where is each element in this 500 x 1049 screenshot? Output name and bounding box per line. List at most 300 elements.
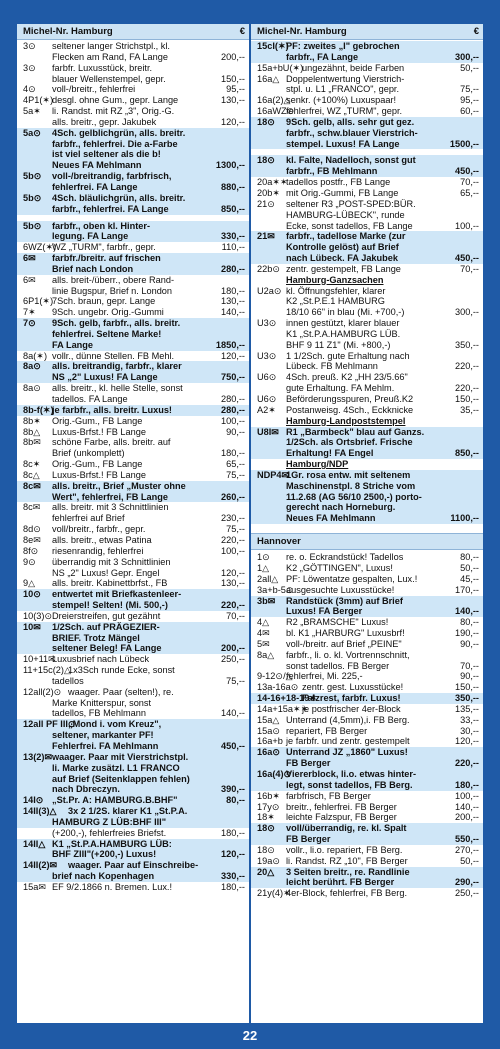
entry-price: 120,-- xyxy=(220,567,245,578)
catalog-entry-line xyxy=(251,823,483,834)
entry-description: Orig.-Gum., FB Lange xyxy=(52,415,143,426)
entry-description: überrandig mit 3 Schnittlinien xyxy=(52,556,171,567)
catalog-entry-line xyxy=(23,708,245,719)
catalog-entry-line xyxy=(23,546,245,557)
catalog-entry-line xyxy=(251,41,483,52)
entry-description: nach Lübeck. FA Jakubek xyxy=(286,253,398,264)
entry-price: 45,-- xyxy=(460,573,479,584)
catalog-entry-line xyxy=(17,128,249,139)
entry-description: farbfr., li. o. kl. Vortrennschnitt, xyxy=(286,649,410,660)
entry-description: Flecken am Rand, FA Lange xyxy=(52,51,168,62)
catalog-number: 5a⊙ xyxy=(23,127,41,138)
entry-price: 220,-- xyxy=(454,383,479,394)
catalog-entry-line xyxy=(23,698,245,709)
entry-description: 3x 2 1/2S. klarer K1 „St.P.A. xyxy=(68,806,188,817)
catalog-number: 8c△ xyxy=(23,469,40,480)
catalog-entry-line xyxy=(251,242,483,253)
catalog-entry-line xyxy=(17,806,249,817)
catalog-entry-line xyxy=(23,882,245,893)
catalog-entry-line xyxy=(17,149,249,160)
catalog-number: 21y(4)✶ xyxy=(257,888,291,899)
entry-description: tadellos xyxy=(52,675,84,686)
entry-description: farbfr. Luxusstück, breitr. xyxy=(52,62,153,73)
catalog-number: 8a⊙ xyxy=(23,361,41,372)
catalog-number: 4✉ xyxy=(257,628,270,639)
entry-price: 100,-- xyxy=(454,220,479,231)
entry-price: 95,-- xyxy=(460,95,479,106)
entry-price: 150,-- xyxy=(220,73,245,84)
catalog-number: 16a⊙ xyxy=(257,747,281,758)
entry-description: farbfr., FB Mehlmann xyxy=(286,166,378,177)
catalog-number: 4△ xyxy=(257,617,270,628)
entry-description: stempel. Luxus! FA Lange xyxy=(286,138,400,149)
entry-description: 1/2Sch. als Ortsbrief. Frische xyxy=(286,437,413,448)
catalog-entry-line xyxy=(251,834,483,845)
catalog-entry-line xyxy=(257,704,479,715)
entry-description: K1 „St.P.A.HAMBURG LÜB: xyxy=(52,838,172,849)
entry-description: farbfr./breitr. auf frischen xyxy=(52,253,161,264)
entry-description: Luxus-Brfst.! FB Lange xyxy=(52,469,146,480)
catalog-entry-line xyxy=(251,448,483,459)
entry-description: farbfr., FA Lange xyxy=(286,51,359,62)
catalog-number: 13a-16a⊙ xyxy=(257,682,299,693)
catalog-entry-line xyxy=(251,155,483,166)
section-heading: Hannover xyxy=(251,533,483,550)
entry-description: BRIEF. Trotz Mängel xyxy=(52,632,140,643)
catalog-entry-line xyxy=(257,84,479,95)
catalog-number: 6✉ xyxy=(23,274,36,285)
catalog-entry-line xyxy=(251,596,483,607)
catalog-number: 5b⊙ xyxy=(23,192,42,203)
entry-price: 330,-- xyxy=(220,231,245,242)
entry-description: farbfrisch, FB Berger xyxy=(286,790,371,801)
catalog-entry-line xyxy=(23,52,245,63)
catalog-entry-line xyxy=(257,416,479,427)
catalog-entry-line xyxy=(257,199,479,210)
entry-description: Fehlerfrei. FA Mehlmann xyxy=(52,741,159,751)
catalog-entry-line xyxy=(17,633,249,644)
catalog-number: 14II△ xyxy=(23,838,46,849)
catalog-entry-line xyxy=(251,231,483,242)
catalog-entry-line xyxy=(257,106,479,117)
catalog-number: 16b✶ xyxy=(257,790,281,801)
catalog-entry-line xyxy=(23,383,245,394)
catalog-entry-line xyxy=(23,665,245,676)
catalog-entry-line xyxy=(257,726,479,737)
subsection-heading: Hamburg/NDP xyxy=(286,459,349,470)
entry-description: fehlerfrei. Seltene Marke! xyxy=(52,328,162,339)
entry-price: 150,-- xyxy=(454,394,479,404)
entry-price: 150,-- xyxy=(454,682,479,693)
catalog-number: 8b✶ xyxy=(23,415,41,426)
catalog-entry-line xyxy=(23,286,245,297)
entry-price: 350,-- xyxy=(454,339,479,350)
entry-description: NS „2" Luxus! Gepr. Engel xyxy=(52,567,160,578)
catalog-number: 3⊙ xyxy=(23,41,36,51)
entry-description: gerecht nach Horneburg. xyxy=(286,502,396,513)
entry-description: kl. Falte, Nadelloch, sonst gut xyxy=(286,155,416,166)
entry-price: 135,-- xyxy=(454,703,479,714)
entry-price: 300,-- xyxy=(454,307,479,318)
catalog-number: 20a✶✶ xyxy=(257,177,288,188)
catalog-entry-line xyxy=(257,296,479,307)
catalog-number: 20b✶ xyxy=(257,187,281,198)
catalog-entry-line xyxy=(251,513,483,524)
entry-description: farbfr., fehlerfrei. FA Lange xyxy=(52,203,169,214)
entry-description: voll-/breitr. auf Brief „PEINE" xyxy=(286,638,402,649)
entry-description: tadellos, FB Mehlmann xyxy=(52,708,146,719)
entry-description: brief nach Kopenhagen xyxy=(52,871,155,882)
column-header-title: Michel-Nr. Hamburg xyxy=(23,26,113,37)
entry-price: 35,-- xyxy=(460,404,479,415)
catalog-number: NDP4✉ xyxy=(257,469,290,480)
catalog-number: 20△ xyxy=(257,866,275,877)
entry-description: seltener, markanter PF! xyxy=(52,730,154,741)
entry-description: PF: zweites „I" gebrochen xyxy=(286,41,400,51)
catalog-entry-line xyxy=(23,513,245,524)
catalog-entry-line xyxy=(257,361,479,372)
catalog-entry-line xyxy=(257,585,479,596)
catalog-entry-line xyxy=(257,74,479,85)
catalog-entry-line xyxy=(23,470,245,481)
catalog-number: 14a+15a✶✶ xyxy=(257,703,309,714)
catalog-entry-line xyxy=(23,578,245,589)
entry-description: zentr. gest. Luxusstücke! xyxy=(302,682,404,693)
catalog-entry-line xyxy=(257,682,479,693)
entry-price: 750,-- xyxy=(220,372,245,383)
entry-price: 80,-- xyxy=(460,552,479,563)
page-number: 22 xyxy=(242,1028,258,1043)
subsection-heading: Hamburg-Landpoststempel xyxy=(286,415,406,426)
column-header-currency: € xyxy=(239,26,245,37)
catalog-number: 15cI(✶) xyxy=(257,41,289,51)
catalog-entry-line xyxy=(17,193,249,204)
entry-description: farbfr., schw.blauer Vierstrich- xyxy=(286,127,418,138)
entry-description: Erhaltung! FA Engel xyxy=(286,448,374,459)
entry-price: 200,-- xyxy=(220,643,245,654)
catalog-entry-line xyxy=(17,231,249,242)
catalog-number: U8I✉ xyxy=(257,426,279,437)
entry-description: alls. breitr. mit 3 Schnittlinien xyxy=(52,502,169,513)
entry-price: 170,-- xyxy=(454,584,479,595)
catalog-number: 1⊙ xyxy=(257,552,270,563)
entry-price: 280,-- xyxy=(220,404,245,415)
catalog-number: 12all PF III⊙ xyxy=(23,719,76,730)
catalog-entry-line xyxy=(17,329,249,340)
entry-description: je farbfr., alls. breitr. Luxus! xyxy=(52,404,172,415)
catalog-number: 8b-f(✶) xyxy=(23,404,54,415)
catalog-entry-line xyxy=(17,839,249,850)
entry-description: 9Sch. ungebr. Orig.-Gummi xyxy=(52,307,164,318)
catalog-entry-line xyxy=(17,182,249,193)
catalog-entry-line xyxy=(251,747,483,758)
entry-description: alls. breitr., kl. helle Stelle, sonst xyxy=(52,383,183,394)
catalog-number: 14-16+18-19✶ xyxy=(257,693,318,704)
entry-price: 50,-- xyxy=(460,62,479,73)
catalog-number: 5✉ xyxy=(257,638,270,649)
catalog-entry-line xyxy=(251,470,483,481)
catalog-entry-line xyxy=(17,372,249,383)
entry-price: 280,-- xyxy=(220,263,245,274)
entry-price: 270,-- xyxy=(454,844,479,855)
entry-price: 130,-- xyxy=(220,296,245,307)
catalog-number: 15a△ xyxy=(257,714,280,725)
entry-description: Lübeck. FB Mehlmann xyxy=(286,361,378,372)
catalog-number: 7✶ xyxy=(23,307,36,318)
entry-price: 110,-- xyxy=(221,242,245,253)
entry-description: (+200,-), fehlerfreies Briefst. xyxy=(52,827,167,838)
entry-description: PF: Löwentatze gespalten, Lux.! xyxy=(286,573,418,584)
entries-list xyxy=(17,40,249,893)
entry-description: 4Sch. preuß. K2 „HH 23/5.66" xyxy=(286,372,408,383)
entry-description: auf Brief (Seitenklappen fehlen) xyxy=(52,773,190,784)
catalog-number: 10✉ xyxy=(23,621,41,632)
entry-description: fehlerfrei. FA Lange xyxy=(52,181,138,192)
entry-price: 260,-- xyxy=(220,491,245,502)
entry-description: 1x3Sch runde Ecke, sonst xyxy=(68,665,175,676)
entry-description: farbfr., tadellose Marke (zur xyxy=(286,231,406,242)
catalog-entry-line xyxy=(257,671,479,682)
catalog-number: 5b⊙ xyxy=(23,220,42,231)
entry-price: 80,-- xyxy=(226,795,245,806)
catalog-number: A2✶ xyxy=(257,404,276,415)
entry-description: nach Dbreczyn. xyxy=(52,784,120,795)
catalog-number: 2all△ xyxy=(257,573,279,584)
entry-description: stempel! Selten! (Mi. 500,-) xyxy=(52,600,168,611)
entry-price: 190,-- xyxy=(454,628,479,639)
catalog-entry-line xyxy=(23,687,245,698)
catalog-entry-line xyxy=(257,63,479,74)
catalog-entry-line xyxy=(257,459,479,470)
catalog-entry-line xyxy=(23,676,245,687)
entry-description: senkr. (+100%) Luxuspaar! xyxy=(286,95,397,106)
entry-price: 33,-- xyxy=(460,714,479,725)
catalog-number: 16a(4)⊙ xyxy=(257,769,292,779)
entry-price: 180,-- xyxy=(220,285,245,296)
entry-description: alls. breitr., gepr. Jakubek xyxy=(52,116,157,127)
entry-description: Falzrest, farbfr. Luxus! xyxy=(302,693,401,704)
catalog-number: 18⊙ xyxy=(257,116,275,127)
entry-description: Orig.-Gum., FB Lange xyxy=(52,459,143,470)
entry-description: li. Randst. RZ „10", FB Berger xyxy=(286,855,408,866)
catalog-entry-line xyxy=(251,427,483,438)
catalog-entry-line xyxy=(17,741,249,752)
catalog-entry-line xyxy=(23,828,245,839)
entry-description: 11.2.68 (AG 56/10 2500,-) porto- xyxy=(286,491,422,502)
catalog-number: U2a⊙ xyxy=(257,285,282,296)
entry-price: 90,-- xyxy=(460,671,479,682)
entry-description: je farbfr. und zentr. gestempelt xyxy=(286,736,410,747)
catalog-number: 9-12⊙/△ xyxy=(257,671,293,682)
entry-description: je postfrischer 4er-Block xyxy=(302,703,401,714)
catalog-entry-line xyxy=(17,492,249,503)
catalog-number: 8a(✶) xyxy=(23,350,48,361)
entry-description: repariert, FB Berger xyxy=(286,725,368,736)
catalog-entry-line xyxy=(257,563,479,574)
catalog-entry-line xyxy=(23,296,245,307)
catalog-entry-line xyxy=(23,427,245,438)
catalog-number: 14II(2)✉ xyxy=(23,860,58,871)
catalog-entry-line xyxy=(257,617,479,628)
catalog-entry-line xyxy=(17,643,249,654)
entry-description: 1/2Sch. auf PRÄGEZIER- xyxy=(52,621,160,632)
entry-description: innen gestützt, klarer blauer xyxy=(286,318,400,329)
catalog-entry-line xyxy=(23,557,245,568)
catalog-number: 6P1(✶) xyxy=(23,296,54,307)
column-header xyxy=(17,24,249,40)
catalog-number: 4⊙ xyxy=(23,84,36,95)
entry-description: R2 „BRAMSCHE" Luxus! xyxy=(286,617,389,628)
catalog-number: 17y⊙ xyxy=(257,801,280,812)
entry-price: 75,-- xyxy=(226,469,245,480)
entry-price: 1100,-- xyxy=(450,513,479,524)
entry-description: FA Lange xyxy=(52,339,94,350)
catalog-number: 8a△ xyxy=(257,649,275,660)
catalog-entry-line xyxy=(23,41,245,52)
entry-description: R1 „Barmbeck" blau auf Ganzs. xyxy=(286,426,425,437)
entry-price: 120,-- xyxy=(220,350,245,361)
catalog-entry-line xyxy=(257,340,479,351)
entry-description: re. o. Eckrandstück! Tadellos xyxy=(286,552,404,563)
entry-description: farbfr., oben kl. Hinter- xyxy=(52,220,151,231)
catalog-entry-line xyxy=(17,730,249,741)
entry-price: 200,-- xyxy=(454,812,479,823)
entry-description: fehlerfrei, Mi. 225,- xyxy=(286,671,363,682)
catalog-number: 3a+b-5⊙ xyxy=(257,584,294,595)
entry-description: EF 9/2.1866 n. Bremen. Lux.! xyxy=(52,881,173,892)
entry-description: voll/breitr., farbfr., gepr. xyxy=(52,524,146,535)
catalog-entry-line xyxy=(257,95,479,106)
entry-description: alls. breit-/überr., obere Rand- xyxy=(52,274,175,285)
catalog-number: 8b✉ xyxy=(23,437,41,448)
entry-description: linie Bugspur, Brief n. London xyxy=(52,285,173,296)
entry-price: 70,-- xyxy=(460,177,479,188)
catalog-number: 5a✶ xyxy=(23,106,41,117)
catalog-number: 12all(2)⊙ xyxy=(23,686,62,697)
entry-price: 95,-- xyxy=(226,84,245,95)
catalog-entry-line xyxy=(17,160,249,171)
catalog-entry-line xyxy=(23,275,245,286)
entry-description: Kontrolle gelöst) auf Brief xyxy=(286,242,399,253)
entry-description: Randstück (3mm) auf Brief xyxy=(286,595,403,606)
catalog-entry-line xyxy=(23,74,245,85)
entry-price: 230,-- xyxy=(220,513,245,524)
entry-description: ist viel seltener als die b! xyxy=(52,149,161,160)
catalog-number: 18⊙ xyxy=(257,844,275,855)
entry-description: NS „2" Luxus! FA Lange xyxy=(52,372,158,383)
catalog-entry-line xyxy=(23,63,245,74)
entry-description: 7Sch. braun, gepr. Lange xyxy=(52,296,156,307)
entry-description: fehlerfrei, WZ „TURM", gepr. xyxy=(286,106,403,117)
entry-description: Viererblock, li.o. etwas hinter- xyxy=(286,769,417,779)
entry-description: tadellos. FA Lange xyxy=(52,394,128,404)
catalog-entry-line xyxy=(17,171,249,182)
entry-description: alls. breitrandig, farbfr., klarer xyxy=(52,361,182,372)
catalog-entry-line xyxy=(251,139,483,150)
entry-description: zentr. gestempelt, FB Lange xyxy=(286,263,401,274)
right-column xyxy=(251,24,483,1023)
entry-description: seltener langer Strichstpl., kl. xyxy=(52,41,170,51)
entry-price: 1300,-- xyxy=(215,160,245,171)
entry-price: 390,-- xyxy=(220,784,245,795)
entry-price: 280,-- xyxy=(220,394,245,404)
entry-description: schöne Farbe, alls. breitr. auf xyxy=(52,437,171,448)
entry-price: 140,-- xyxy=(220,708,245,719)
entry-description: alls. breitr., Brief „Muster ohne xyxy=(52,480,186,491)
catalog-number: 11+15c(2)△ xyxy=(23,665,72,676)
entry-price: 220,-- xyxy=(454,361,479,372)
catalog-number: 10(3)⊙ xyxy=(23,610,53,621)
catalog-number: U6⊙ xyxy=(257,394,277,404)
catalog-entry-line xyxy=(23,448,245,459)
catalog-entry-line xyxy=(257,628,479,639)
catalog-entry-line xyxy=(17,204,249,215)
entry-price: 140,-- xyxy=(220,307,245,318)
catalog-entry-line xyxy=(17,481,249,492)
entry-price: 75,-- xyxy=(460,84,479,95)
entry-price: 60,-- xyxy=(460,106,479,117)
catalog-entry-line xyxy=(251,758,483,769)
catalog-number: 16a(2)△ xyxy=(257,95,291,106)
catalog-entry-line xyxy=(17,763,249,774)
entry-description: waager. Paar mit Vierstrichstpl. xyxy=(52,751,189,762)
catalog-entry-line xyxy=(257,394,479,405)
catalog-entry-line xyxy=(257,177,479,188)
catalog-number: 6WZ(✶) xyxy=(23,242,57,253)
entry-description: ungezähnt, beide Farben xyxy=(302,62,405,73)
catalog-number: 18✶ xyxy=(257,812,275,823)
catalog-entry-line xyxy=(17,817,249,828)
catalog-entry-line xyxy=(23,437,245,448)
catalog-entry-line xyxy=(23,459,245,470)
entry-description: BHF 9 11 Z1" (Mi. +800,-) xyxy=(286,339,391,350)
entry-description: „Mond i. vom Kreuz", xyxy=(68,719,162,730)
catalog-entry-line xyxy=(251,117,483,128)
entry-description: Unterrand (4,5mm),i. FB Berg. xyxy=(286,714,410,725)
entry-price: 220,-- xyxy=(220,600,245,611)
catalog-number: 7⊙ xyxy=(23,318,36,329)
catalog-number: 22b⊙ xyxy=(257,263,281,274)
entry-description: li. Marke zusätzl. L1 FRANCO xyxy=(52,762,180,773)
catalog-entry-line xyxy=(17,719,249,730)
entry-description: Maschinenstpl. 8 Striche vom xyxy=(286,480,416,491)
catalog-entry-line xyxy=(257,639,479,650)
entry-price: 550,-- xyxy=(454,834,479,845)
entry-description: breitr., fehlerfrei. FB Berger xyxy=(286,801,397,812)
entry-description: seltener R3 „POST-SPED:BÜR. xyxy=(286,198,416,209)
entry-description: gute Erhaltung. FA Mehlm. xyxy=(286,383,395,394)
catalog-number: U6⊙ xyxy=(257,372,277,383)
entry-price: 200,-- xyxy=(220,51,245,62)
entry-description: Luxus! FA Berger xyxy=(286,606,363,617)
catalog-entry-line xyxy=(17,871,249,882)
catalog-entry-line xyxy=(257,791,479,802)
entry-price: 220,-- xyxy=(454,758,479,769)
catalog-entry-line xyxy=(257,715,479,726)
entry-description xyxy=(286,275,479,286)
entry-description: Brief nach London xyxy=(52,263,134,274)
catalog-entry-line xyxy=(23,524,245,535)
catalog-entry-line xyxy=(257,574,479,585)
catalog-number: 3⊙ xyxy=(23,62,36,73)
entry-description: 18/10 66" in blau (Mi. +700,-) xyxy=(286,307,405,318)
catalog-number: 16a+b xyxy=(257,736,283,747)
catalog-number: 8c✶ xyxy=(23,459,41,470)
catalog-entry-line xyxy=(23,307,245,318)
entry-description: leichte Falzspur, FB Berger xyxy=(286,812,397,823)
entry-description: vollr., li.o. repariert, FB Berg. xyxy=(286,844,403,855)
entry-price: 180,-- xyxy=(220,448,245,459)
